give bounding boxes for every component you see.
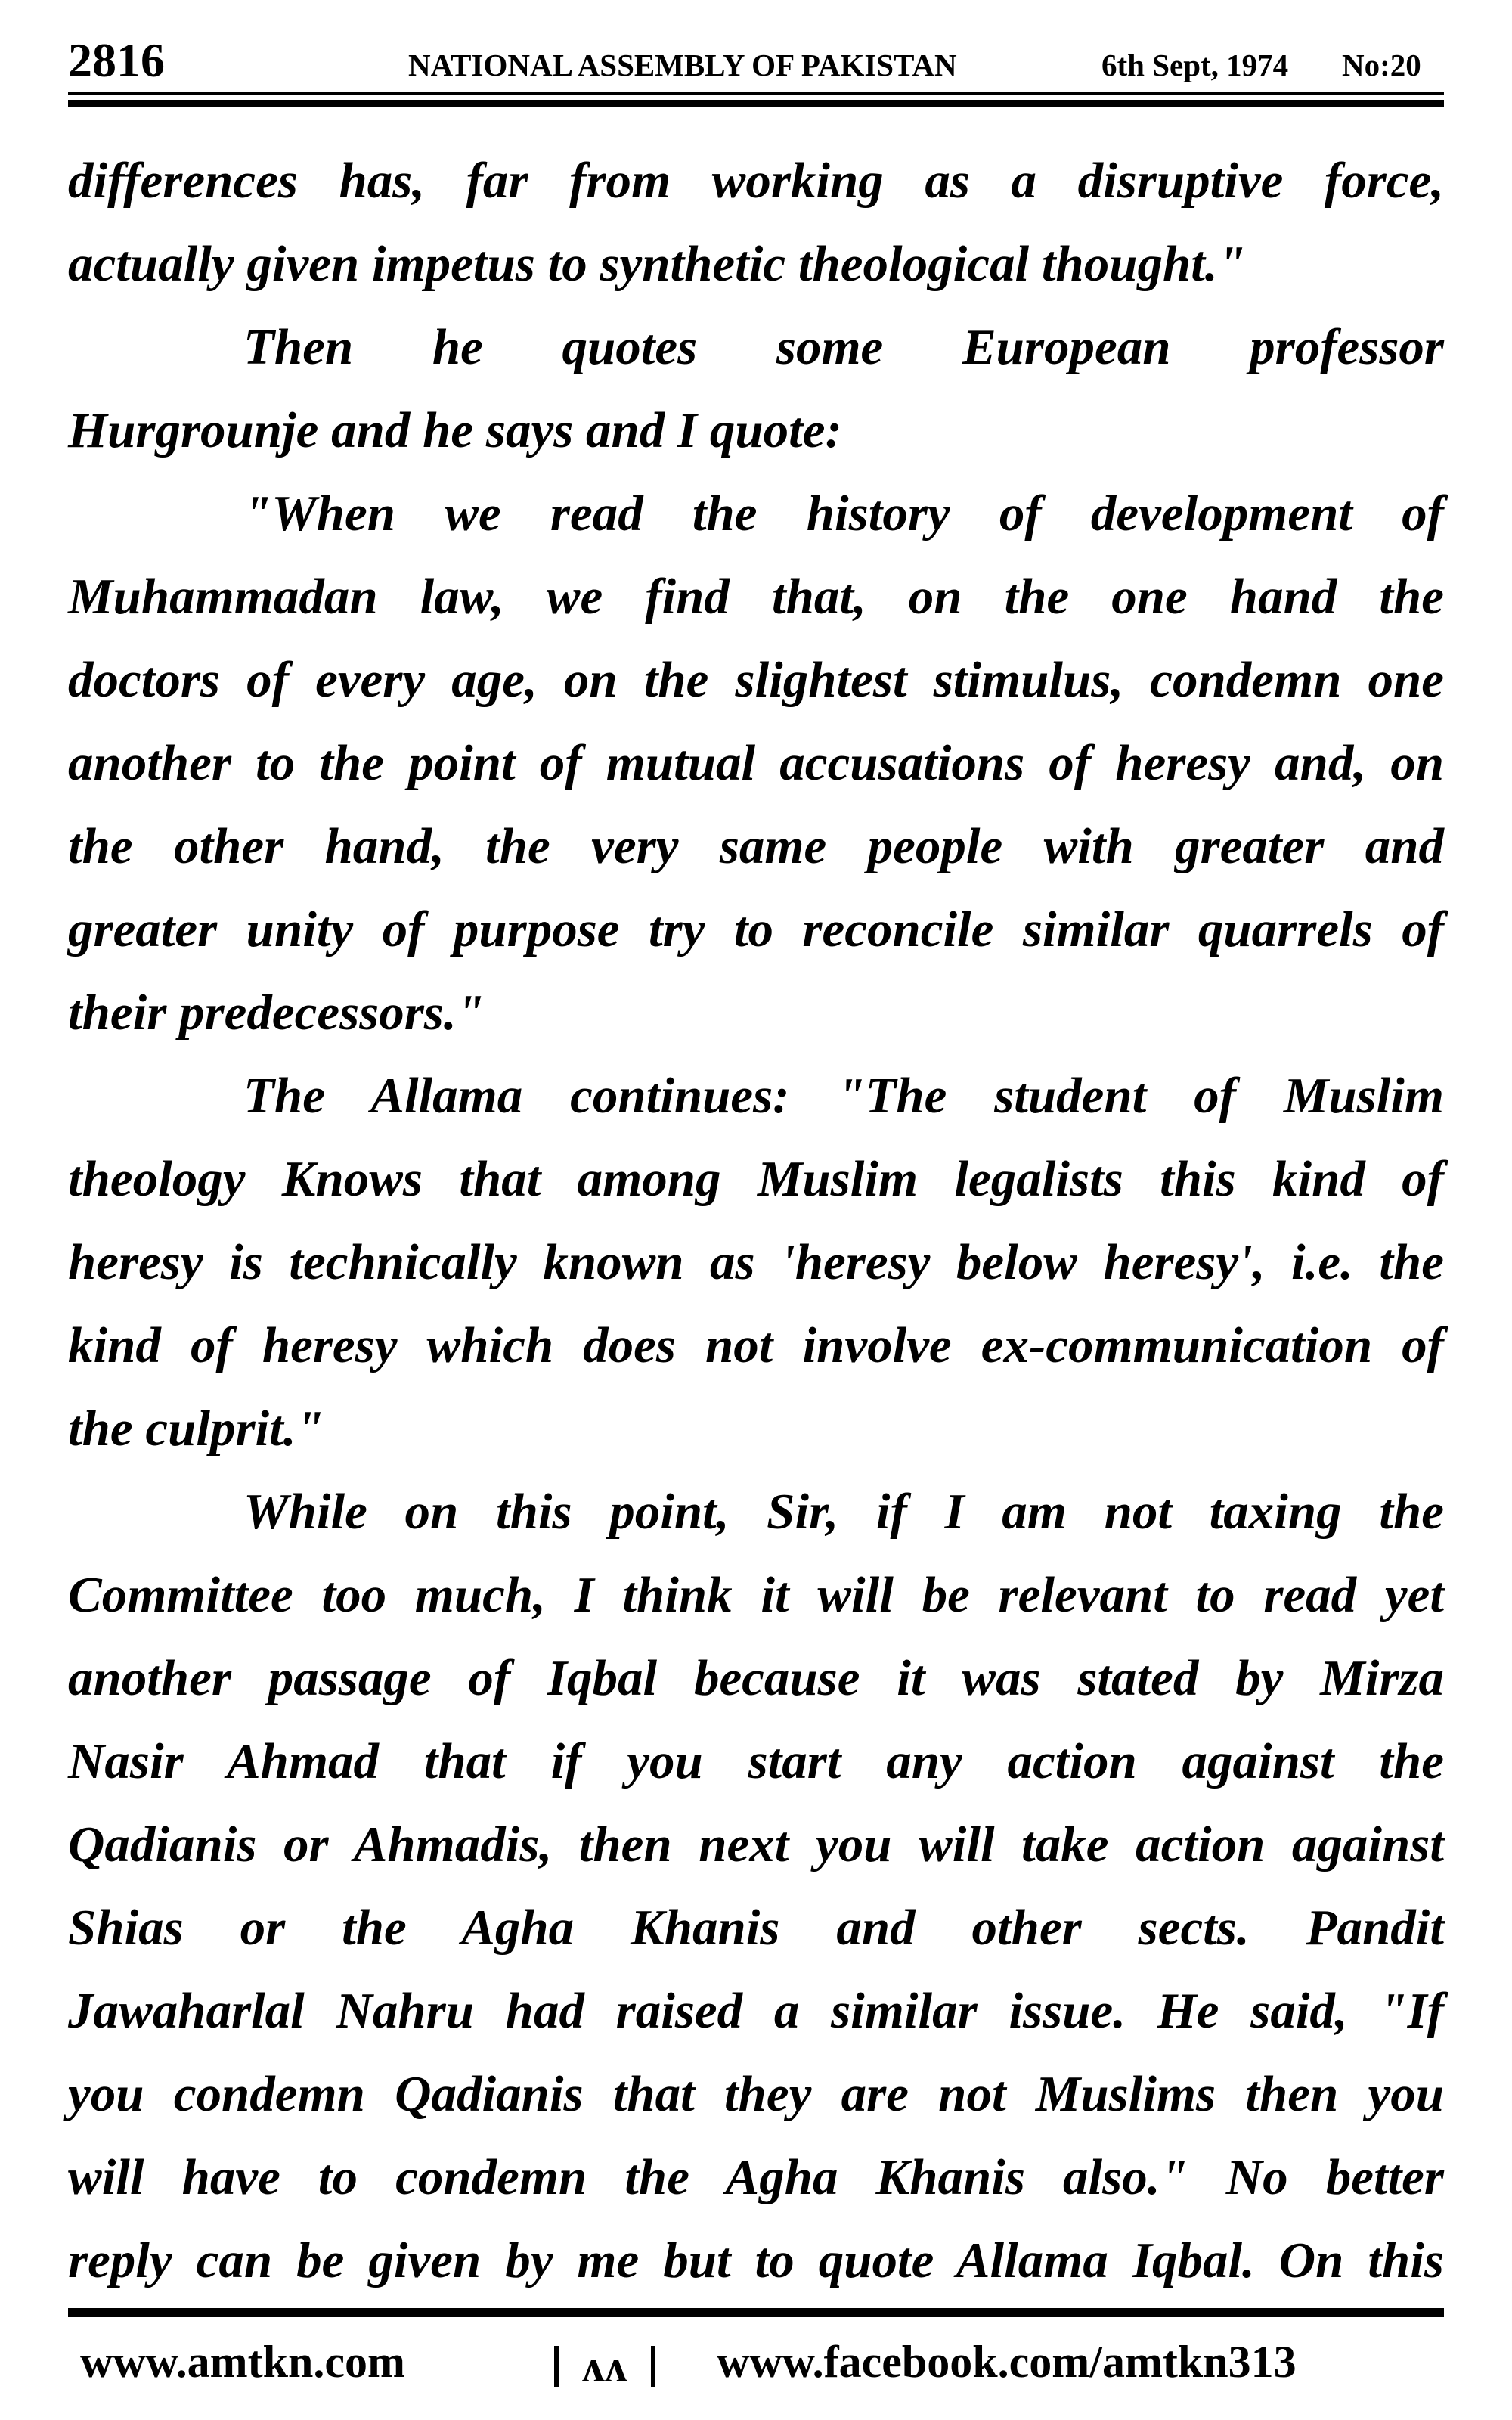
document-body xyxy=(68,139,1444,2302)
logo-bar-left xyxy=(554,2346,559,2387)
text-line: their predecessors." xyxy=(68,985,485,1041)
paragraph-4 xyxy=(68,1054,1444,1470)
footer-rule xyxy=(68,2308,1444,2317)
header-date: 6th Sept, 1974 xyxy=(1101,48,1289,82)
header-rule-thick xyxy=(68,100,1444,107)
text-line: Then he quotes some European professor xyxy=(243,319,1444,375)
paragraph-5 xyxy=(68,1470,1444,2302)
text-line: the culprit." xyxy=(68,1401,324,1457)
text-line: you condemn Qadianis that they are not Muslims then you xyxy=(68,2066,1444,2122)
text-line: reply can be given by me but to quote Allama Iqbal. On this xyxy=(68,2232,1444,2288)
text-line: Muhammadan law, we find that, on the one hand the xyxy=(68,569,1444,625)
text-line: Hurgrounje and he says and I quote: xyxy=(68,402,842,458)
running-title: NATIONAL ASSEMBLY OF PAKISTAN xyxy=(408,48,957,82)
text-line: Qadianis or Ahmadis, then next you will take action against xyxy=(68,1817,1444,1872)
paragraph-3 xyxy=(68,472,1444,1054)
page-header xyxy=(68,30,1444,91)
paragraph-2 xyxy=(68,306,1444,472)
footer-website-link[interactable]: www.amtkn.com xyxy=(80,2337,405,2387)
header-issue-number: No:20 xyxy=(1342,48,1421,82)
text-line: Nasir Ahmad that if you start any action against the xyxy=(68,1733,1444,1789)
text-line: kind of heresy which does not involve ex-communication of xyxy=(68,1317,1444,1373)
header-rule-thin xyxy=(68,92,1444,95)
text-line: differences has, far from working as a disruptive force, xyxy=(68,153,1444,209)
logo-bar-right xyxy=(651,2346,655,2387)
text-line: another to the point of mutual accusations of heresy and, on xyxy=(68,735,1444,791)
text-line: theology Knows that among Muslim legalists this kind of xyxy=(68,1151,1444,1207)
text-line: The Allama continues: "The student of Muslim xyxy=(243,1068,1444,1124)
footer-facebook-link[interactable]: www.facebook.com/amtkn313 xyxy=(717,2337,1297,2387)
text-line: will have to condemn the Agha Khanis also." No better xyxy=(68,2149,1444,2205)
footer-logo xyxy=(529,2328,680,2400)
text-line: the other hand, the very same people with greater and xyxy=(68,818,1444,874)
text-line: actually given impetus to synthetic theological thought." xyxy=(68,236,1246,292)
text-line: greater unity of purpose try to reconcile similar quarrels of xyxy=(68,901,1444,957)
text-line: another passage of Iqbal because it was stated by Mirza xyxy=(68,1650,1444,1706)
page-footer xyxy=(68,2328,1444,2396)
text-line: Shias or the Agha Khanis and other sects. Pandit xyxy=(68,1900,1444,1956)
text-line: While on this point, Sir, if I am not taxing the xyxy=(243,1484,1444,1540)
paragraph-1 xyxy=(68,139,1444,306)
text-line: doctors of every age, on the slightest stimulus, condemn one xyxy=(68,652,1444,708)
page-number: 2816 xyxy=(68,33,165,87)
text-line: Committee too much, I think it will be relevant to read yet xyxy=(68,1567,1444,1623)
logo-mark-icon: ʌʌ xyxy=(582,2341,627,2392)
text-line: heresy is technically known as 'heresy below heresy', i.e. the xyxy=(68,1234,1444,1290)
text-line: "When we read the history of development of xyxy=(243,486,1444,541)
text-line: Jawaharlal Nahru had raised a similar issue. He said, "If xyxy=(68,1983,1444,2039)
